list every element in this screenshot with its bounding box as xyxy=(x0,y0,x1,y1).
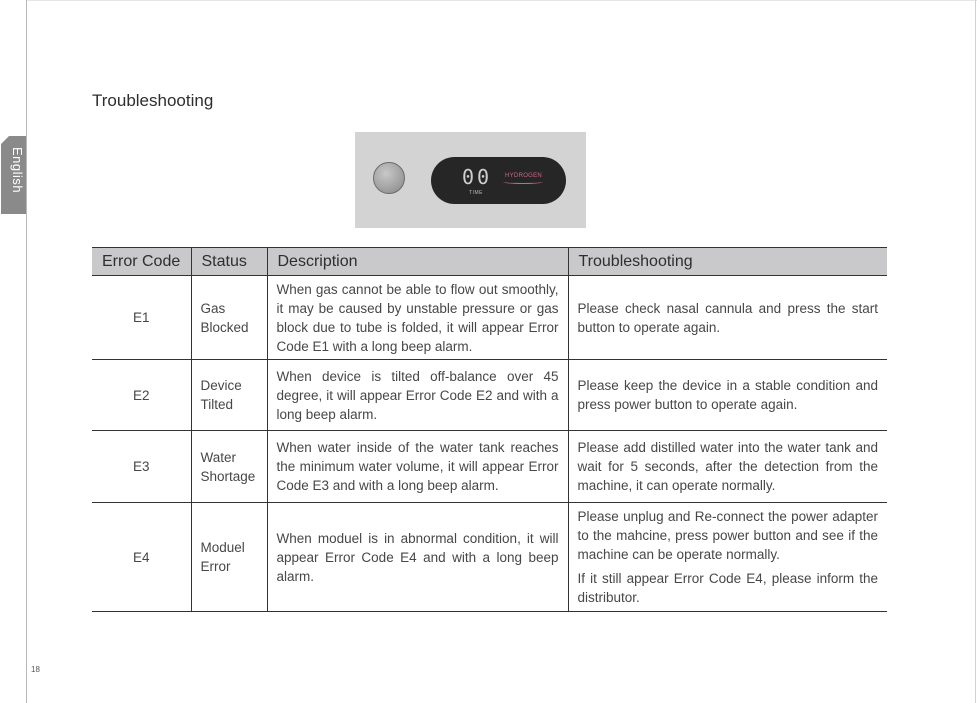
error-code-cell: E4 xyxy=(92,503,191,612)
header-description: Description xyxy=(267,248,568,276)
table-row xyxy=(92,276,887,360)
status-line-2: Error xyxy=(200,559,231,574)
description-cell: When device is tilted off-balance over 45 degree, it will appear Error Code E2 and with a long beep alarm. xyxy=(267,360,568,431)
troubleshooting-text: Please unplug and Re-connect the power adapter to the mahcine, press power button and see if the machine can be operate normally. xyxy=(577,509,878,562)
status-cell xyxy=(191,431,267,503)
table-row xyxy=(92,360,887,431)
troubleshooting-extra-text: If it still appear Error Code E4, please inform the distributor. xyxy=(577,571,878,605)
display-brand-logo: HYDROGEN xyxy=(505,173,543,179)
page-right-border xyxy=(975,0,976,703)
description-cell: When moduel is in abnormal condition, it will appear Error Code E4 and with a long beep alarm. xyxy=(267,503,568,612)
description-cell: When water inside of the water tank reaches the minimum water volume, it will appear Error Code E3 and with a long beep alarm. xyxy=(267,431,568,503)
page-title: Troubleshooting xyxy=(92,91,214,110)
status-line-1: Moduel xyxy=(200,540,245,555)
table-row xyxy=(92,503,887,612)
device-display-screen xyxy=(431,157,566,204)
language-side-tab-label: English xyxy=(10,147,25,194)
error-code-cell: E2 xyxy=(92,360,191,431)
status-line-2: Tilted xyxy=(200,397,234,412)
table-row xyxy=(92,431,887,503)
troubleshooting-cell: Please check nasal cannula and press the start button to operate again. xyxy=(568,276,887,360)
display-digits: 00 xyxy=(462,165,493,189)
status-cell xyxy=(191,276,267,360)
page-left-border xyxy=(26,0,27,703)
table-header-row xyxy=(92,248,887,276)
display-brand-swoosh xyxy=(503,180,543,184)
status-line-1: Device xyxy=(200,378,242,393)
troubleshooting-cell xyxy=(568,503,887,612)
header-error-code: Error Code xyxy=(92,248,191,276)
page-number: 18 xyxy=(31,665,40,674)
device-power-button-icon xyxy=(373,162,405,194)
description-cell: When gas cannot be able to flow out smoothly, it may be caused by unstable pressure or gas block due to tube is folded, it will appear Error Code E1 with a long beep alarm. xyxy=(267,276,568,360)
device-panel-image xyxy=(355,132,586,228)
header-troubleshooting: Troubleshooting xyxy=(568,248,887,276)
error-code-cell: E1 xyxy=(92,276,191,360)
status-line-1: Gas xyxy=(200,300,226,316)
header-status: Status xyxy=(191,248,267,276)
status-line-2: Shortage xyxy=(200,468,256,484)
status-cell xyxy=(191,503,267,612)
status-line-2: Blocked xyxy=(200,319,249,335)
page-top-border xyxy=(26,0,977,1)
troubleshooting-cell: Please add distilled water into the water tank and wait for 5 seconds, after the detection from the machine, it can operate normally. xyxy=(568,431,887,503)
display-time-label: TIME xyxy=(469,190,483,196)
status-cell xyxy=(191,360,267,431)
error-code-cell: E3 xyxy=(92,431,191,503)
troubleshooting-cell: Please keep the device in a stable condition and press power button to operate again. xyxy=(568,360,887,431)
troubleshooting-table xyxy=(92,247,887,612)
status-line-1: Water xyxy=(200,449,237,465)
